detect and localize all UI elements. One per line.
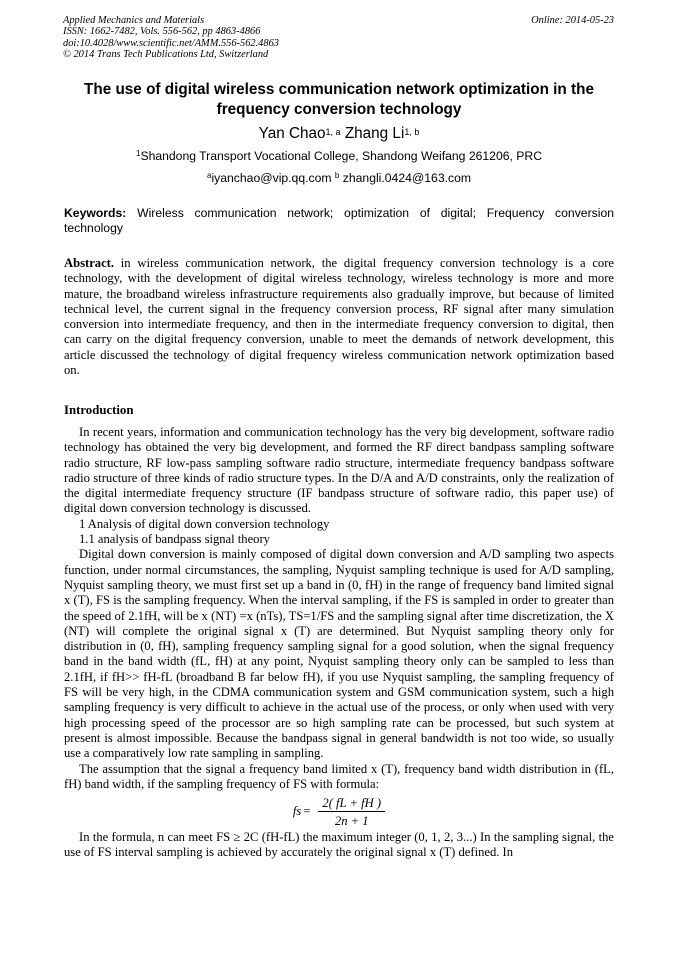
email-link[interactable]: iyanchao@vip.qq.com — [211, 171, 332, 185]
abstract-text: in wireless communication network, the digital frequency conversion technology is a core technology, with the development of digital wireless technology, wireless technology is more and more mature, the broadband wireless infrastructure requirements also gradually improve, but because of limited technical level, the current signal in the frequency conversion process, RF signal after many simulation conversion into intermediate frequency, and then in the intermediate frequency conversion to digital, then can carry on the digital frequency conversion, unable to meet the demands of network development, this article discussed the technology of digital frequency wireless communication network optimization based on. — [64, 256, 614, 378]
issn-line: ISSN: 1662-7482, Vols. 556-562, pp 4863-4866 — [63, 26, 261, 38]
email-line — [60, 170, 618, 186]
formula-numerator: 2( fL + fH ) — [318, 796, 385, 812]
paragraph: In recent years, information and communication technology has the very big development, software radio technology has obtained the very big development, and formed the RF direct bandpass sampling software radio structure, RF low-pass sampling software radio structure, intermediate frequency bandpass software radio structure of three kinds of radio structure types. In the D/A and A/D constraints, only the realization of the digital intermediate frequency structure (IF bandpass structure of software radio, this paper use) of digital down conversion technology is discussed. — [64, 425, 614, 516]
email-link[interactable]: zhangli.0424@163.com — [342, 171, 472, 185]
subsection-heading: 1.1 analysis of bandpass signal theory — [79, 532, 270, 547]
introduction-section — [64, 403, 614, 861]
abstract-block — [64, 256, 614, 378]
affiliation-text: Shandong Transport Vocational College, Shandong Weifang 261206, PRC — [140, 149, 543, 163]
subsection-heading: 1 Analysis of digital down conversion technology — [79, 516, 330, 531]
email-superscript: b — [334, 171, 340, 180]
keywords-block — [64, 206, 614, 237]
doi-link[interactable]: doi:10.4028/www.scientific.net/AMM.556-562.4863 — [63, 37, 279, 49]
online-date: Online: 2014-05-23 — [531, 15, 614, 26]
formula-fraction — [318, 796, 385, 828]
email-superscript: a — [206, 171, 212, 180]
author-superscript: 1, a — [325, 127, 341, 137]
journal-header — [63, 15, 279, 60]
author-name: Zhang Li — [344, 125, 405, 142]
copyright-line: © 2014 Trans Tech Publications Ltd, Switzerland — [63, 48, 269, 60]
affiliation-superscript: 1 — [135, 149, 141, 158]
paper-title: The use of digital wireless communication network optimization in the frequency conversion technology — [84, 81, 594, 118]
author-line — [60, 124, 618, 144]
journal-name: Applied Mechanics and Materials — [63, 15, 205, 26]
paragraph: Digital down conversion is mainly composed of digital down conversion and A/D sampling two aspects function, under normal circumstances, the sampling, Nyquist sampling technique is used for A/D sampling, Nyquist sampling theory, we must first set up a band in (0, fH) in the range of frequency band limited signal x (T), FS is the sampling frequency. When the interval sampling, if the FS is sampled in order to greater than the speed of 2.1fH, will be x (NT) =x (nTs), TS=1/FS and the sampling signal after time discretization, the X (NT) will complete the original signal x (T) are determined. But Nyquist sampling theory only for distribution in (0, fH), sampling frequency sampling signal for a good solution, when the signal frequency band in the band width (fL, fH) at any point, Nyquist sampling theory only can be sampled to less than 2.1fH, if fH>> fH-fL (broadband B far below fH), if you use Nyquist sampling, the sampling frequency of FS will be very high, in the CDMA communication system and GSM communication system, such a high sampling frequency is very difficult to achieve in the actual use of the process, or only when used with very high processing speed of the processor are so high sampling rate can be processed, but such system at present is almost impossible. Because the bandpass signal in general bandwidth is not too wide, so usually use a comparatively low rate sampling in sampling. — [64, 547, 614, 761]
keywords-text: Wireless communication network; optimization of digital; Frequency conversion technology — [64, 206, 614, 236]
formula-denominator: 2n + 1 — [334, 813, 369, 828]
paragraph: The assumption that the signal a frequency band limited x (T), frequency band width distribution in (fL, fH) band width, if the sampling frequency of FS with formula: — [64, 761, 614, 791]
formula-equals: = — [303, 803, 311, 818]
affiliation — [60, 148, 618, 164]
paragraph: In the formula, n can meet FS ≥ 2C (fH-fL) the maximum integer (0, 1, 2, 3...) In the sampling signal, the use of FS interval sampling is achieved by accurately the original signal x (T) defined. In — [64, 830, 614, 860]
author-superscript: 1, b — [404, 127, 420, 137]
abstract-label: Abstract. — [64, 256, 115, 270]
author-name: Yan Chao — [258, 125, 326, 142]
sampling-formula — [64, 794, 614, 829]
formula-lhs: fs — [292, 803, 302, 818]
keywords-label: Keywords: — [64, 206, 127, 220]
section-heading: Introduction — [64, 403, 134, 417]
